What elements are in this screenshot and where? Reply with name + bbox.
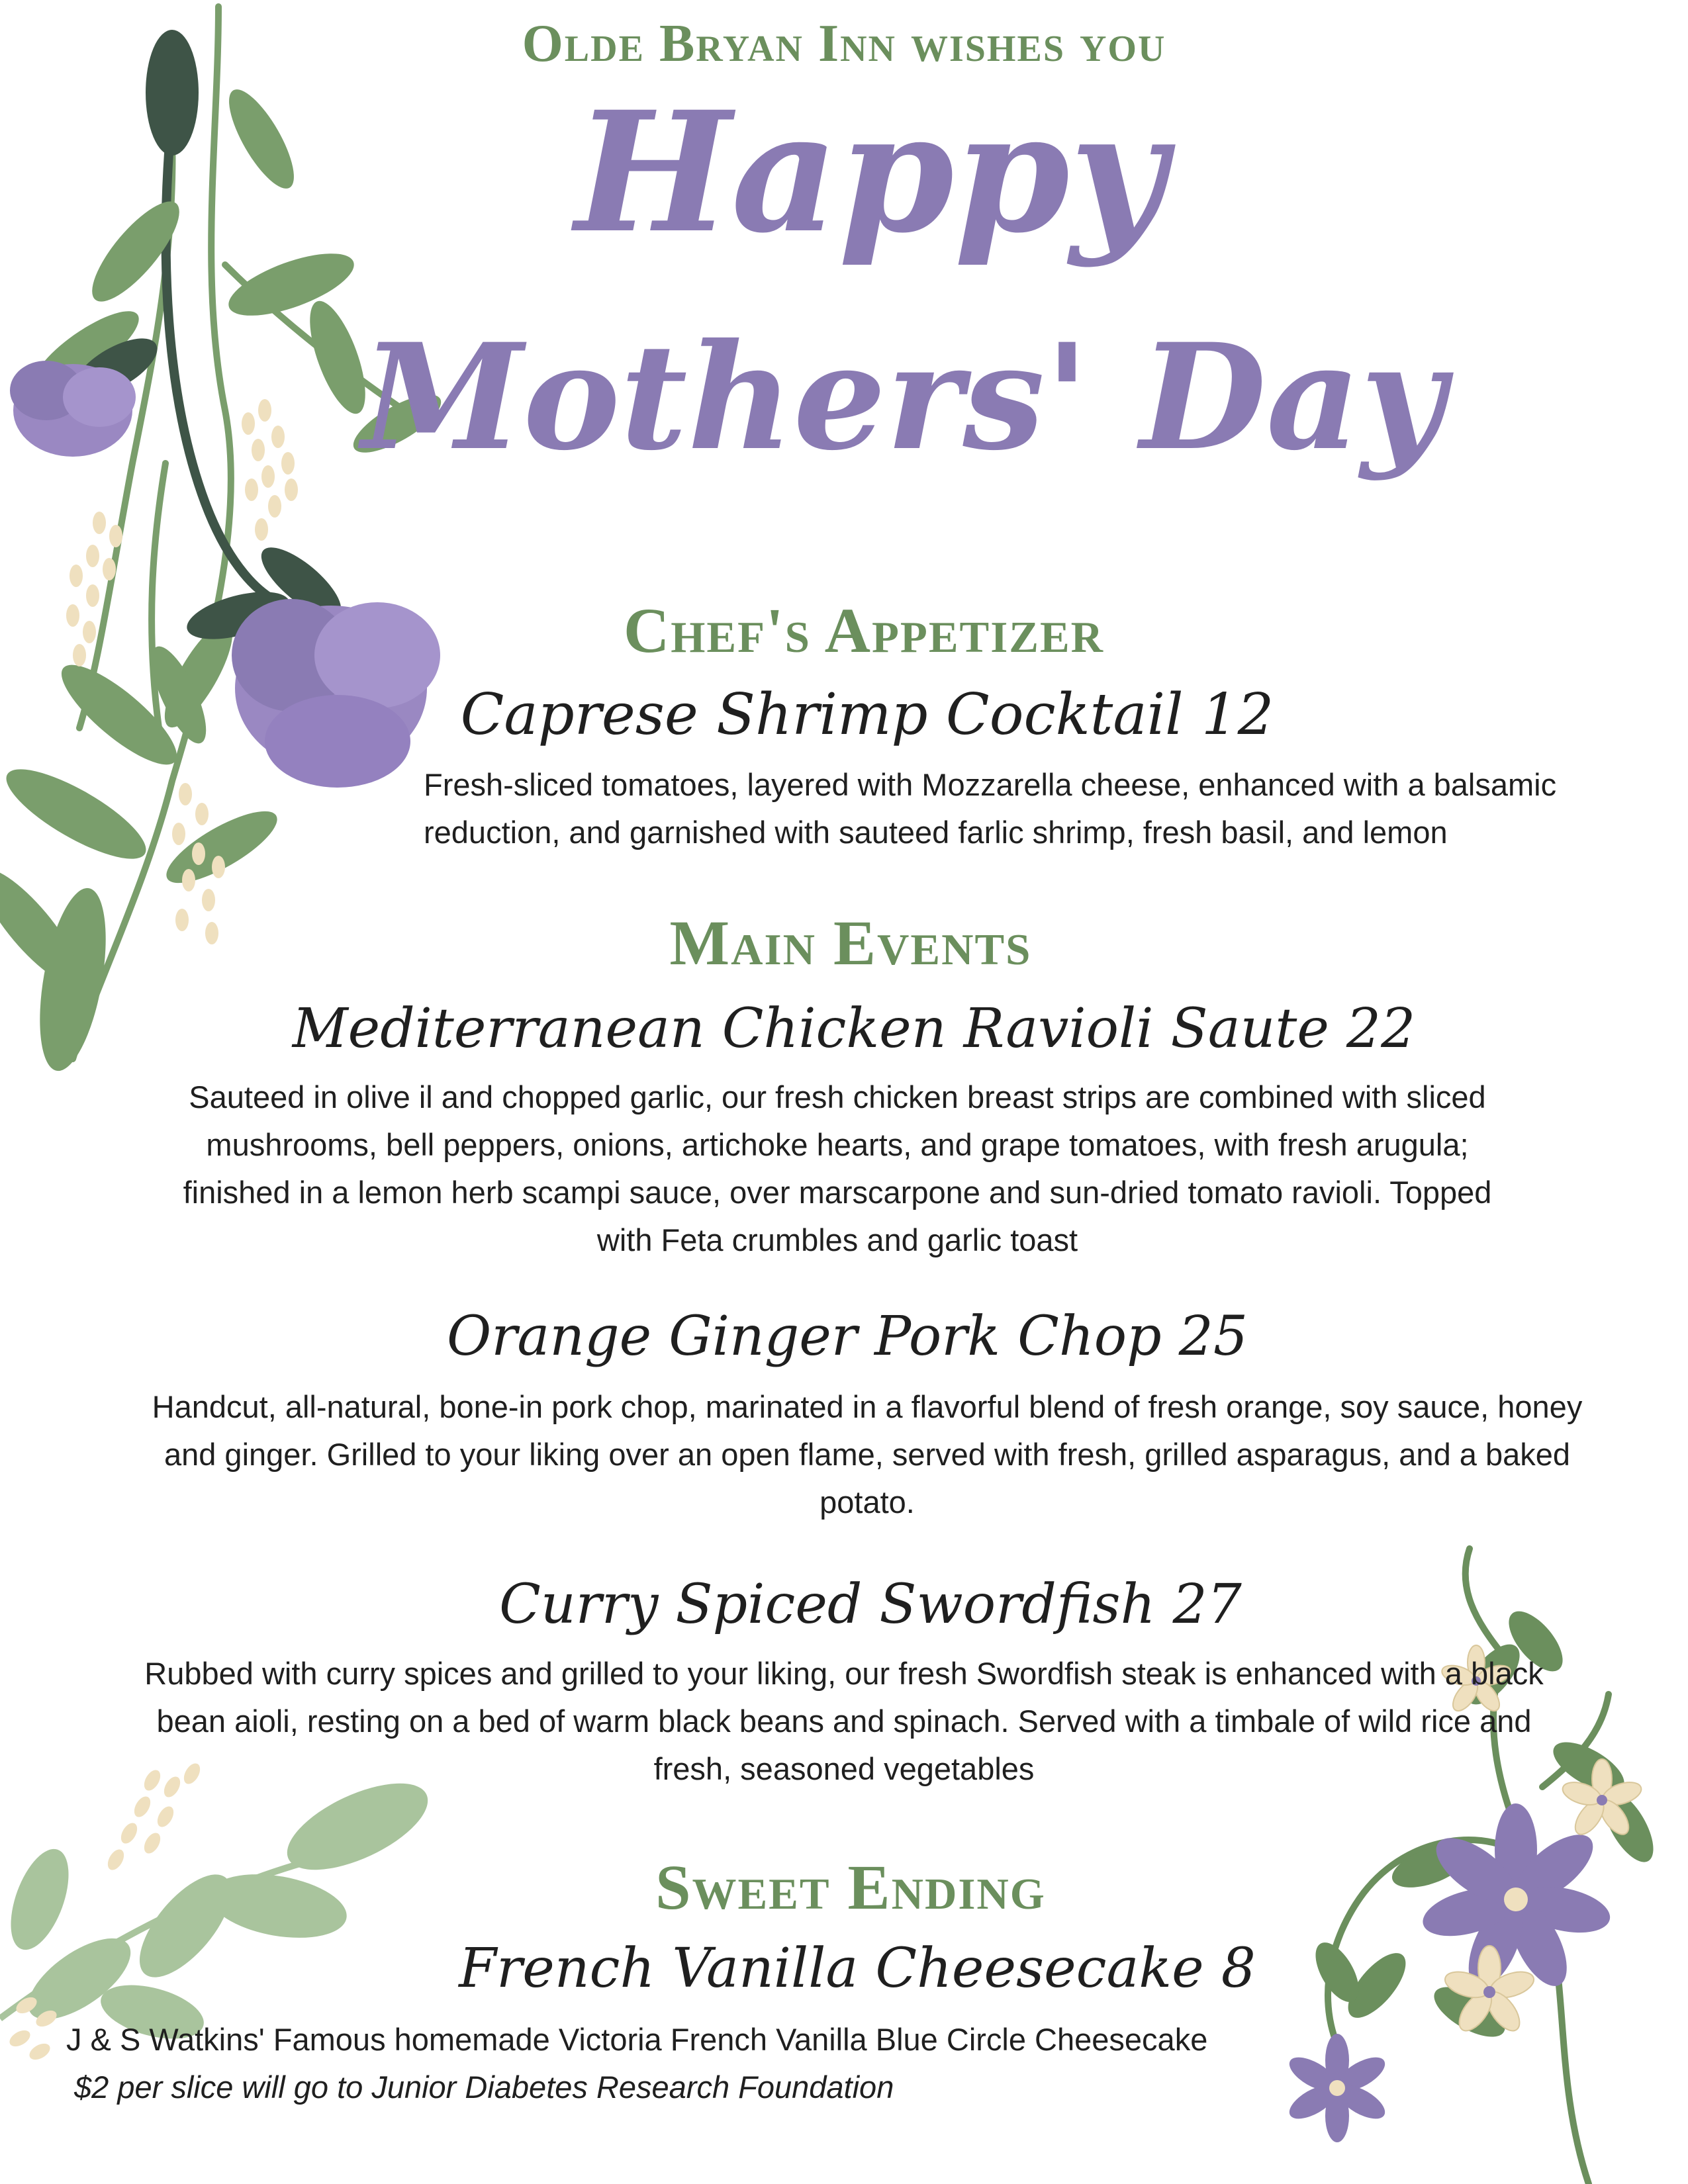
- description-line: and ginger. Grilled to your liking over an open flame, served with fresh, grilled asparagus, and a baked: [164, 1437, 1571, 1472]
- description-line: Rubbed with curry spices and grilled to your liking, our fresh Swordfish steak is enhanced with a black: [144, 1656, 1544, 1691]
- mains-heading: Main Events: [669, 907, 1032, 978]
- description-line: reduction, and garnished with sauteed farlic shrimp, fresh basil, and lemon: [424, 815, 1448, 850]
- description-line: Sauteed in olive il and chopped garlic, our fresh chicken breast strips are combined with sliced: [189, 1079, 1486, 1115]
- description-line: bean aioli, resting on a bed of warm black beans and spinach. Served with a timbale of wild rice and: [156, 1704, 1532, 1739]
- dish-description-pork-chop: [40, 1383, 1688, 1526]
- dish-description-chicken-ravioli: [40, 1073, 1635, 1264]
- appetizer-dish-name: Caprese Shrimp Cocktail 12: [460, 682, 1274, 748]
- dessert-heading: Sweet Ending: [655, 1852, 1046, 1923]
- dish-name-pork-chop: Orange Ginger Pork Chop 25: [446, 1305, 1248, 1368]
- dish-name-swordfish: Curry Spiced Swordfish 27: [499, 1573, 1242, 1636]
- description-line: J & S Watkins' Famous homemade Victoria French Vanilla Blue Circle Cheesecake: [66, 2022, 1208, 2057]
- description-line: Handcut, all-natural, bone-in pork chop, marinated in a flavorful blend of fresh orange, soy sauce, honey: [152, 1389, 1583, 1424]
- dessert-dish-name: French Vanilla Cheesecake 8: [459, 1937, 1256, 2000]
- header-title-happy: Happy: [575, 75, 1166, 269]
- header-tagline: Olde Bryan Inn wishes you: [522, 15, 1166, 73]
- description-line: with Feta crumbles and garlic toast: [596, 1222, 1078, 1257]
- description-line: Fresh-sliced tomatoes, layered with Mozzarella cheese, enhanced with a balsamic: [424, 767, 1557, 802]
- charity-note: $2 per slice will go to Junior Diabetes Research Foundation: [74, 2070, 894, 2105]
- description-line: potato.: [820, 1484, 915, 1520]
- header-title-mothers-day: Mothers' Day: [361, 311, 1446, 482]
- dish-name-chicken-ravioli: Mediterranean Chicken Ravioli Saute 22: [292, 997, 1416, 1060]
- description-line: finished in a lemon herb scampi sauce, over marscarpone and sun-dried tomato ravioli. Topped: [183, 1175, 1492, 1210]
- description-line: mushrooms, bell peppers, onions, artichoke hearts, and grape tomatoes, with fresh arugula;: [206, 1127, 1469, 1162]
- description-line: fresh, seasoned vegetables: [653, 1751, 1035, 1786]
- appetizer-heading: Chef's Appetizer: [623, 595, 1105, 666]
- appetizer-description: [424, 761, 1675, 856]
- dessert-description: [66, 2016, 1390, 2111]
- dish-description-swordfish: [26, 1650, 1662, 1793]
